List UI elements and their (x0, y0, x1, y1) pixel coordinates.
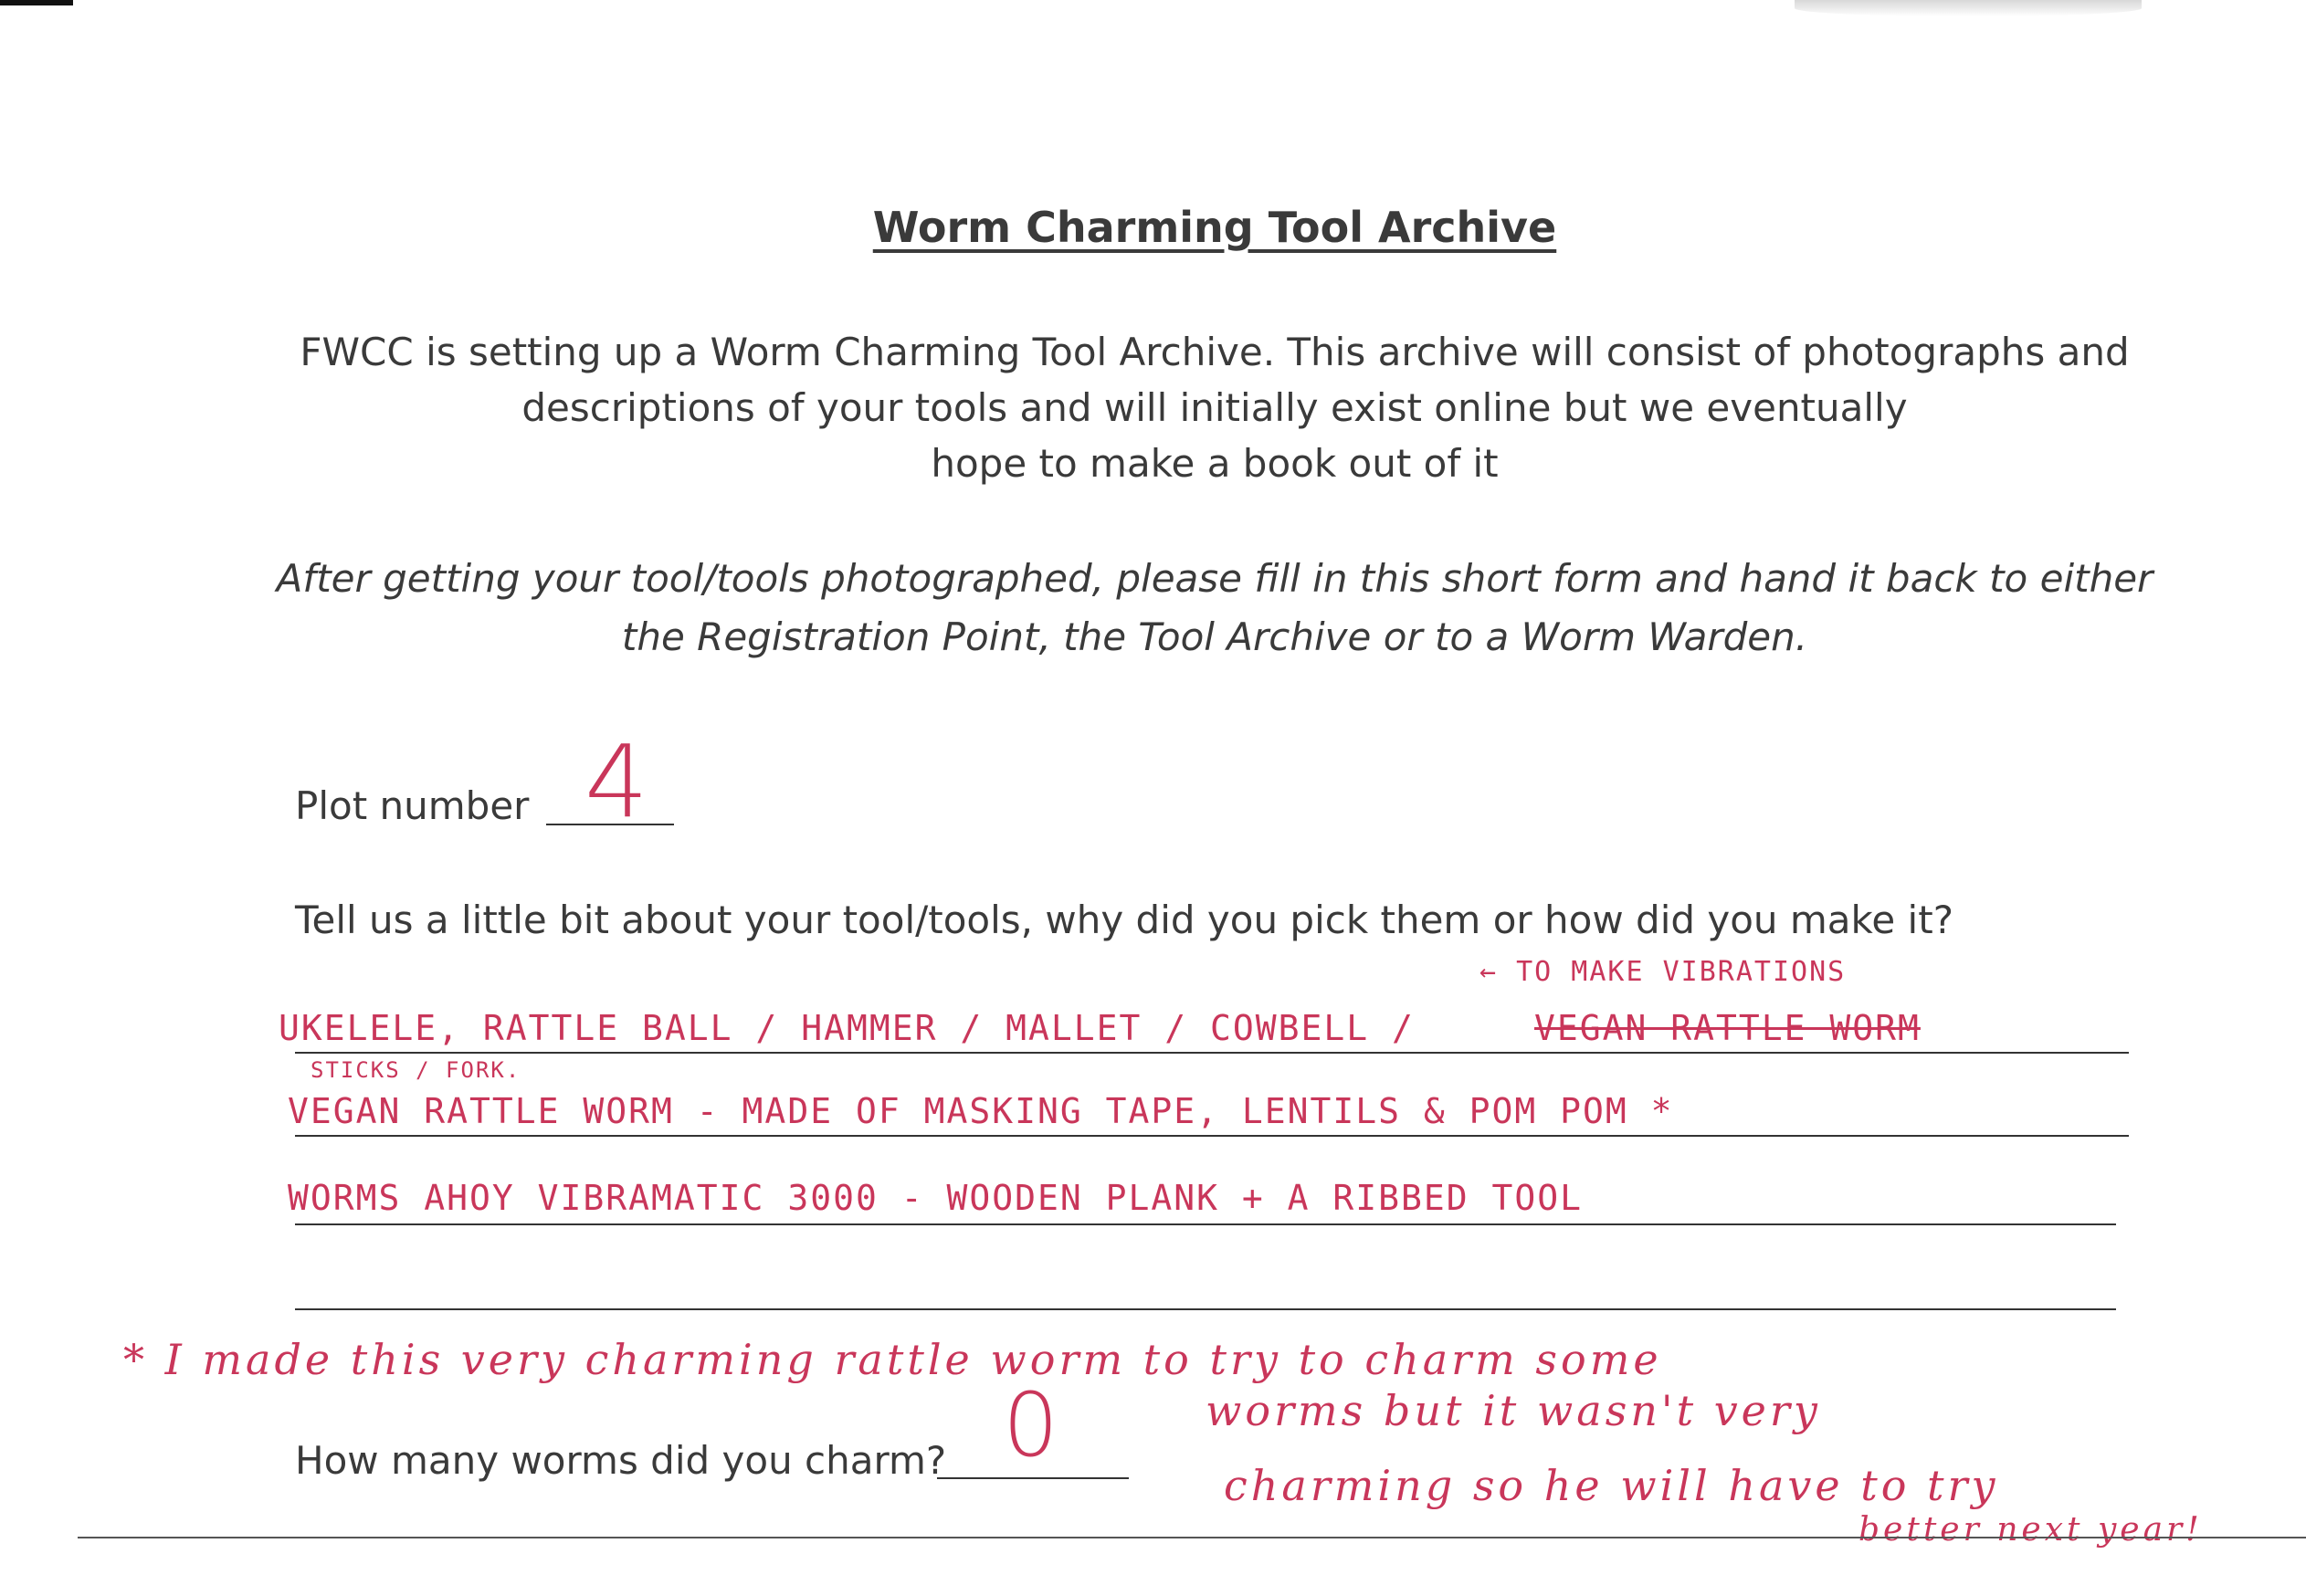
scan-shadow (1795, 0, 2142, 16)
footnote-line-3: charming so he will have to try (1224, 1461, 1999, 1510)
intro-line: hope to make a book out of it (931, 441, 1499, 486)
tools-answer-text-1: UKELELE, RATTLE BALL / HAMMER / MALLET / COWBELL / (279, 1008, 1415, 1048)
plot-number-answer: 4 (584, 723, 652, 840)
tools-answer-text-2: VEGAN RATTLE WORM - MADE OF MASKING TAPE, LENTILS & POM POM * (288, 1091, 1674, 1131)
form-title: Worm Charming Tool Archive (872, 203, 1557, 252)
tools-answer-subnote: STICKS / FORK. (311, 1057, 521, 1083)
scan-corner-mark (0, 0, 73, 5)
plot-number-label: Plot number (295, 783, 530, 828)
footnote-line-1: * I made this very charming rattle worm to try to charm some (123, 1335, 1662, 1384)
bottom-edge-rule (78, 1537, 2306, 1538)
instruction-line: the Registration Point, the Tool Archive or to a Worm Warden. (621, 614, 1808, 659)
worms-charmed-field-line[interactable] (937, 1477, 1129, 1479)
tools-answer-line-3[interactable] (295, 1223, 2116, 1225)
tools-question-label: Tell us a little bit about your tool/tools, why did you pick them or how did you make it? (295, 898, 1953, 942)
intro-line: descriptions of your tools and will initially exist online but we eventually (521, 385, 1908, 430)
intro-paragraph (274, 324, 2155, 491)
instruction-line: After getting your tool/tools photographed, please fill in this short form and hand it back to either (276, 556, 2153, 601)
tools-answer-struck-text: VEGAN RATTLE WORM (1534, 1008, 1921, 1048)
tools-answer-text-3: WORMS AHOY VIBRAMATIC 3000 - WOODEN PLANK + A RIBBED TOOL (288, 1178, 1584, 1218)
instruction-paragraph (274, 550, 2155, 667)
intro-line: FWCC is setting up a Worm Charming Tool Archive. This archive will consist of photographs and (300, 330, 2130, 374)
tools-answer-line-4[interactable] (295, 1308, 2116, 1310)
footnote-line-4: better next year! (1858, 1511, 2203, 1549)
tools-answer-line-1[interactable] (295, 1052, 2129, 1054)
worms-charmed-answer: 0 (1003, 1374, 1063, 1476)
footnote-line-2: worms but it wasn't very (1206, 1386, 1821, 1435)
worms-charmed-label: How many worms did you charm? (295, 1438, 947, 1483)
tools-answer-line-2[interactable] (295, 1135, 2129, 1137)
tools-annotation-arrow: ← TO MAKE VIBRATIONS (1479, 956, 1847, 988)
